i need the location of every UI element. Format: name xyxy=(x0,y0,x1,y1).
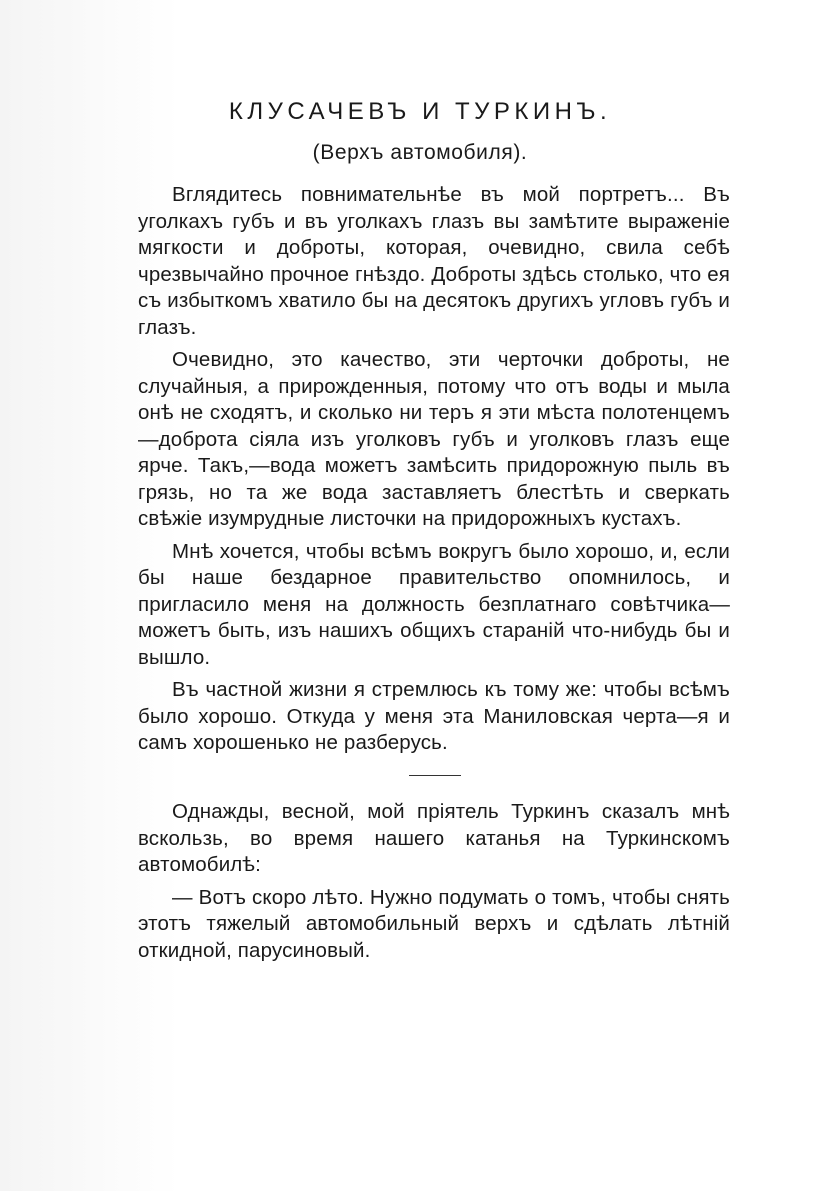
text-section-2 xyxy=(138,799,730,970)
chapter-subtitle: (Верхъ автомобиля). xyxy=(312,141,528,164)
chapter-title: КЛУСАЧЕВЪ И ТУРКИНЪ. xyxy=(228,98,612,125)
paragraph: Очевидно, это качество, эти черточки доброты, не случайныя, а прирожденныя, потому что отъ воды и мыла онѣ не сходятъ, и сколько ни теръ я эти мѣста полотенцемъ—доброта сіяла изъ уголковъ губъ и уголковъ глазъ еще ярче. Такъ,—вода можетъ замѣсить придорожную пыль въ грязь, но та же вода заставляетъ блестѣть и сверкать свѣжіе изумрудные листочки на придорожныхъ кустахъ. xyxy=(138,348,730,530)
paragraph: Однажды, весной, мой пріятель Туркинъ сказалъ мнѣ вскользь, во время нашего катанья на Туркинскомъ автомобилѣ: xyxy=(138,800,730,876)
paragraph: Мнѣ хочется, чтобы всѣмъ вокругъ было хорошо, и, если бы наше бездарное правительство опомнилось, и пригласило меня на должность безплатнаго совѣтчика—можетъ быть, изъ нашихъ общихъ стараній что-нибудь бы и вышло. xyxy=(138,539,730,669)
section-divider xyxy=(409,775,461,776)
paragraph: Вглядитесь повнимательнѣе въ мой портретъ... Въ уголкахъ губъ и въ уголкахъ глазъ вы замѣтите выраженіе мягкости и доброты, которая, очевидно, свила себѣ чрезвычайно прочное гнѣздо. Доброты здѣсь столько, что ея съ избыткомъ хватило бы на десятокъ другихъ угловъ губъ и глазъ. xyxy=(138,183,730,339)
text-section-1 xyxy=(138,182,730,763)
paragraph: — Вотъ скоро лѣто. Нужно подумать о томъ, чтобы снять этотъ тяжелый автомобильный верхъ и сдѣлать лѣтній откидной, парусиновый. xyxy=(138,885,730,962)
paragraph: Въ частной жизни я стремлюсь къ тому же: чтобы всѣмъ было хорошо. Откуда у меня эта Маниловская черта—я и самъ хорошенько не разберусь. xyxy=(138,678,730,754)
